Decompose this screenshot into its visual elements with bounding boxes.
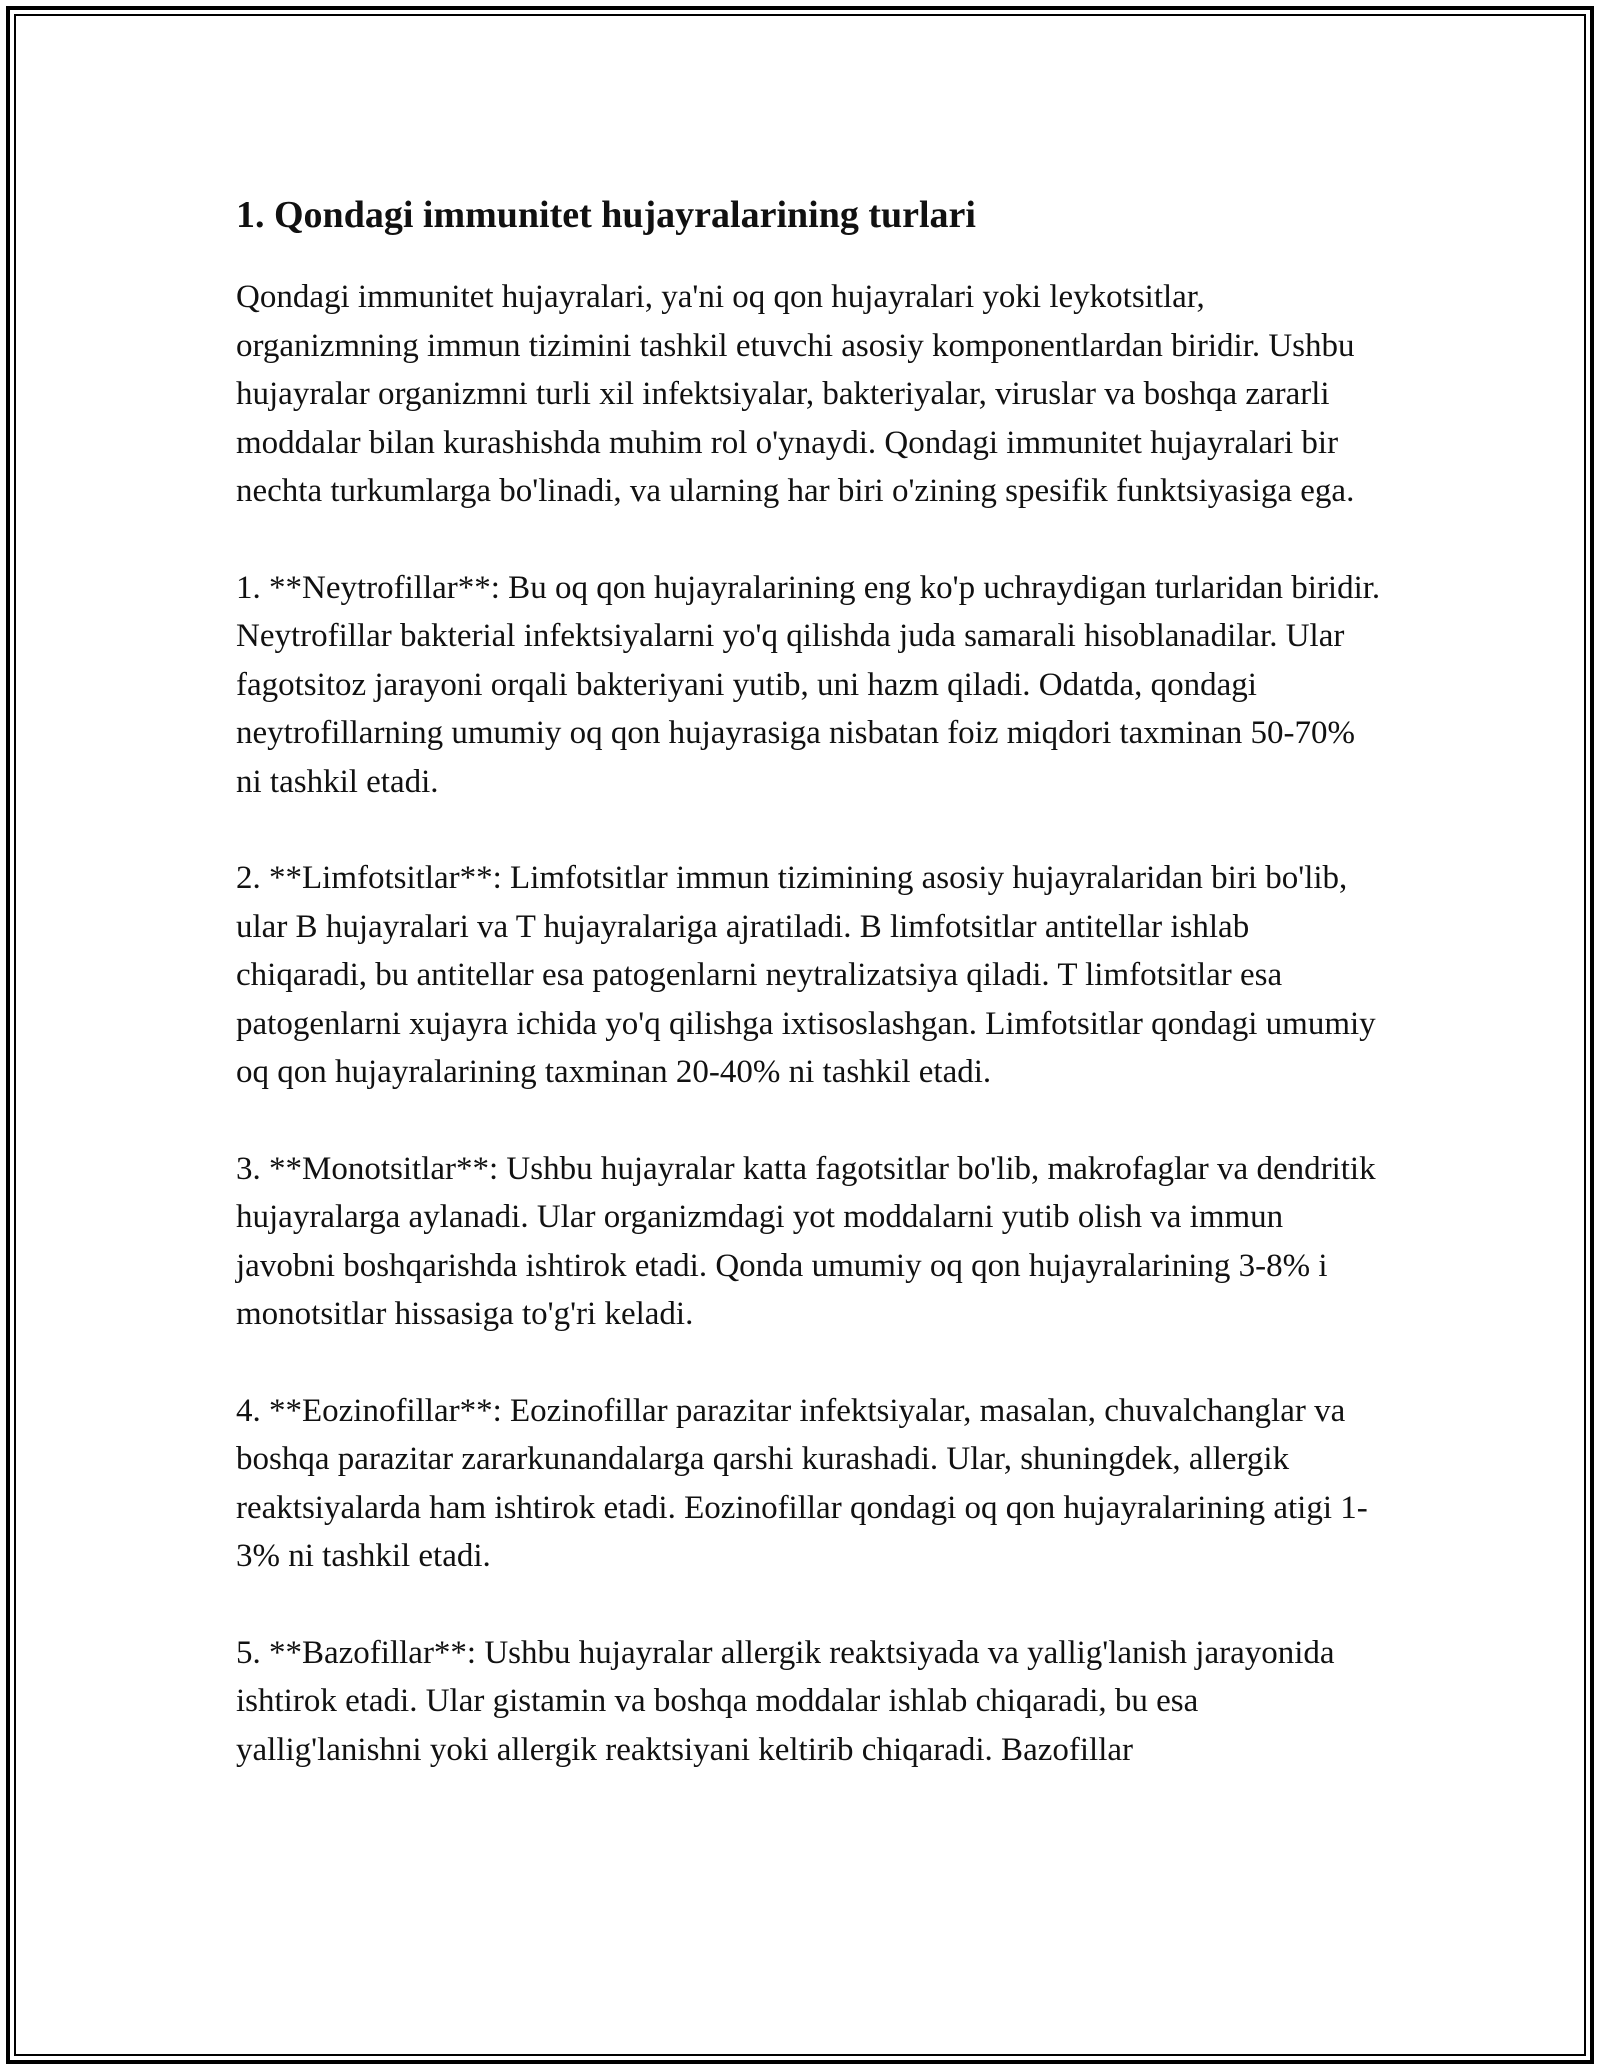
list-item-bazofillar: 5. **Bazofillar**: Ushbu hujayralar allergik reaktsiyada va yallig'lanish jarayonida ishtirok etadi. Ular gistamin va boshqa moddalar ishlab chiqaradi, bu esa yallig'lanishni yoki allergik reaktsiyani keltirib chiqaradi. Bazofillar xyxy=(236,1634,1335,1768)
list-item-eozinofillar: 4. **Eozinofillar**: Eozinofillar parazitar infektsiyalar, masalan, chuvalchanglar va boshqa parazitar zararkunandalarga qarshi kurashadi. Ular, shuningdek, allergik reaktsiyalarda ham ishtirok etadi. Eozinofillar qondagi oq qon hujayralarining atigi 1-3% ni tashkil etadi. xyxy=(236,1392,1368,1574)
intro-paragraph: Qondagi immunitet hujayralari, ya'ni oq qon hujayralari yoki leykotsitlar, organizmning immun tizimini tashkil etuvchi asosiy komponentlardan biridir. Ushbu hujayralar organizmni turli xil infektsiyalar, bakteriyalar, viruslar va boshqa zararli moddalar bilan kurashishda muhim rol o'ynaydi. Qondagi immunitet hujayralari bir nechta turkumlarga bo'linadi, va ularning har biri o'zining spesifik funktsiyasiga ega. xyxy=(236,279,1355,509)
list-item-monotsitlar: 3. **Monotsitlar**: Ushbu hujayralar katta fagotsitlar bo'lib, makrofaglar va dendritik hujayralarga aylanadi. Ular organizmdagi yot moddalarni yutib olish va immun javobni boshqarishda ishtirok etadi. Qonda umumiy oq qon hujayralarining 3-8% i monotsitlar hissasiga to'g'ri keladi. xyxy=(236,1150,1376,1332)
list-item-limfotsitlar: 2. **Limfotsitlar**: Limfotsitlar immun tizimining asosiy hujayralaridan biri bo'lib, ular B hujayralari va T hujayralariga ajratiladi. B limfotsitlar antitellar ishlab chiqaradi, bu antitellar esa patogenlarni neytralizatsiya qiladi. T limfotsitlar esa patogenlarni xujayra ichida yo'q qilishga ixtisoslashgan. Limfotsitlar qondagi umumiy oq qon hujayralarining taxminan 20-40% ni tashkil etadi. xyxy=(236,860,1376,1090)
list-item-neytrofillar: 1. **Neytrofillar**: Bu oq qon hujayralarining eng ko'p uchraydigan turlaridan biridir. Neytrofillar bakterial infektsiyalarni yo'q qilishda juda samarali hisoblanadilar. Ular fagotsitoz jarayoni orqali bakteriyani yutib, uni hazm qiladi. Odatda, qondagi neytrofillarning umumiy oq qon hujayrasiga nisbatan foiz miqdori taxminan 50-70% ni tashkil etadi. xyxy=(236,569,1381,800)
section-heading: 1. Qondagi immunitet hujayralarining turlari xyxy=(236,194,976,236)
document-body xyxy=(236,184,1386,1822)
